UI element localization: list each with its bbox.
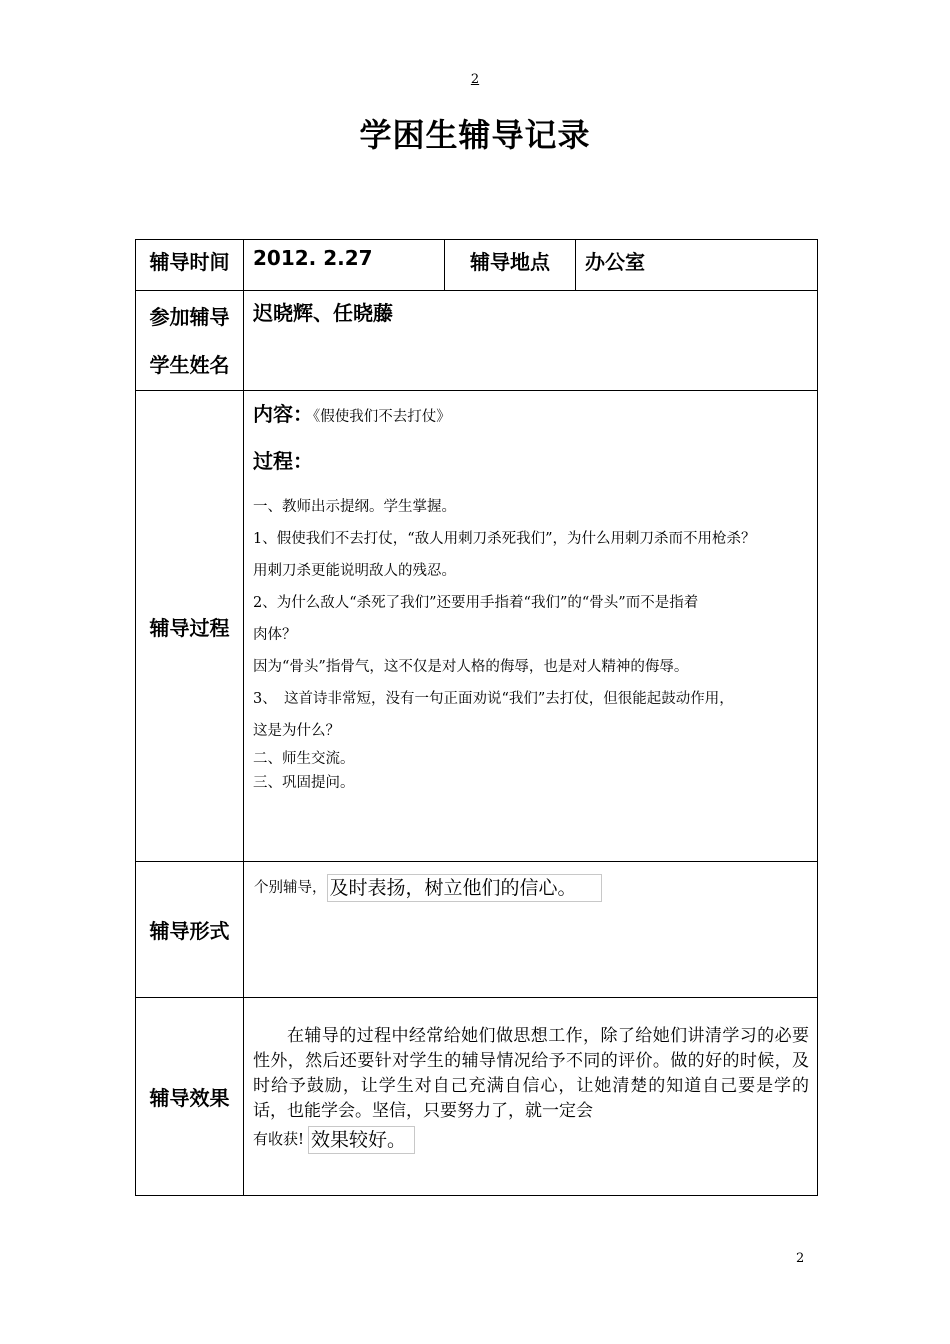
process-line: 用刺刀杀更能说明敌人的残忍。: [253, 563, 456, 579]
page-title: 学困生辅导记录: [359, 116, 591, 154]
time-value: 2012. 2.27: [253, 246, 373, 270]
page-number-bottom: 2: [796, 1251, 805, 1266]
effect-label-cell: [136, 998, 244, 1196]
process-line: 二、师生交流。: [253, 751, 355, 767]
process-cell: [244, 391, 818, 862]
page-number-top: 2: [470, 72, 480, 87]
content-heading: 内容：: [253, 402, 313, 426]
time-label-cell: [136, 240, 244, 291]
form-label: 辅导形式: [149, 919, 230, 943]
students-label-line1: 参加辅导: [149, 305, 230, 329]
process-line: 1、假使我们不去打仗，“敌人用刺刀杀死我们”，为什么用刺刀杀而不用枪杀？: [253, 531, 756, 547]
effect-text: 在辅导的过程中经常给她们做思想工作，除了给她们讲清学习的必要性外，然后还要针对学生的辅导情况给予不同的评价。做的好的时候，及时给予鼓励，让学生对自己充满自信心，让她清楚的知道自己要是学的话，也能学会。坚信，只要努力了，就一定会: [253, 1026, 809, 1121]
form-label-cell: [136, 862, 244, 998]
form-value-plain: 个别辅导，: [254, 880, 327, 896]
students-label-line2: 学生姓名: [149, 353, 230, 377]
record-table: [135, 239, 818, 1196]
students-value: 迟晓辉、任晓藤: [253, 301, 393, 325]
time-label: 辅导时间: [149, 250, 230, 274]
process-line: 三、巩固提问。: [253, 775, 355, 791]
process-heading: 过程：: [253, 449, 313, 473]
time-place-row: [136, 240, 818, 291]
process-line: 肉体？: [253, 627, 297, 643]
process-label: 辅导过程: [149, 615, 230, 640]
content-line: [253, 397, 809, 439]
place-label-cell: [445, 240, 576, 291]
effect-tail: [253, 1126, 809, 1154]
time-value-cell: [244, 240, 445, 291]
process-line: 这是为什么？: [253, 723, 340, 739]
place-value: 办公室: [585, 250, 645, 274]
students-label-cell: [136, 291, 244, 391]
process-line: 2、为什么敌人“杀死了我们”还要用手指着“我们”的“骨头”而不是指着: [253, 595, 699, 611]
form-cell: [244, 862, 818, 998]
effect-tail-boxed: 效果较好。: [308, 1126, 415, 1154]
process-row: [136, 391, 818, 862]
form-row: [136, 862, 818, 998]
students-value-cell: [244, 291, 818, 391]
content-value: 《假使我们不去打仗》: [313, 409, 451, 425]
effect-cell: [244, 998, 818, 1196]
students-row: [136, 291, 818, 391]
place-label: 辅导地点: [470, 250, 550, 274]
effect-row: [136, 998, 818, 1196]
form-value-boxed: 及时表扬，树立他们的信心。: [327, 874, 602, 902]
effect-tail-plain: 有收获!: [253, 1130, 305, 1148]
process-line: 因为“骨头”指骨气，这不仅是对人格的侮辱，也是对人精神的侮辱。: [253, 659, 689, 675]
process-line: 一、教师出示提纲。学生掌握。: [253, 499, 456, 515]
process-line: 3、 这首诗非常短，没有一句正面劝说“我们”去打仗，但很能起鼓动作用，: [253, 691, 734, 707]
place-value-cell: [576, 240, 818, 291]
process-label-cell: [136, 391, 244, 862]
effect-label: 辅导效果: [149, 1086, 230, 1110]
